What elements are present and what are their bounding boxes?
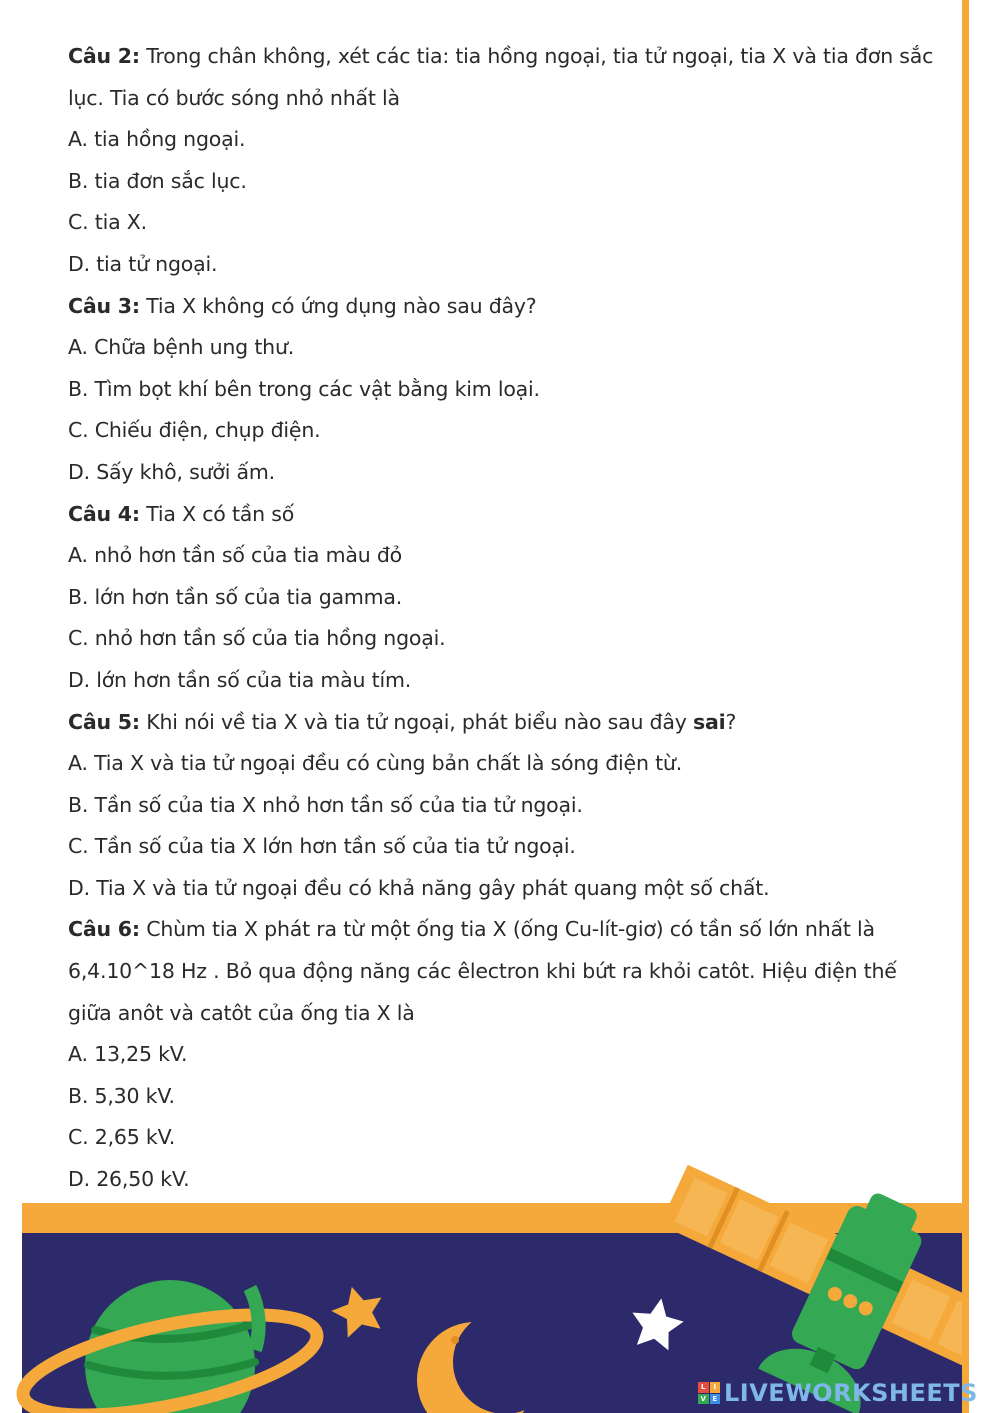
question-5-stem-text: Khi nói về tia X và tia tử ngoại, phát biểu nào sau đây (146, 709, 693, 734)
question-4-option-c: C. nhỏ hơn tần số của tia hồng ngoại. (68, 626, 446, 651)
question-6-stem (68, 909, 948, 951)
question-2-label: Câu 2: (68, 44, 140, 68)
question-2-option-a: A. tia hồng ngoại. (68, 127, 246, 152)
question-5-stem (68, 702, 948, 744)
question-6-option-b: B. 5,30 kV. (68, 1083, 175, 1108)
question-2-option-d: D. tia tử ngoại. (68, 251, 218, 276)
question-6-label: Câu 6: (68, 917, 140, 942)
question-4-label: Câu 4: (68, 501, 140, 526)
space-illustration (0, 1150, 1000, 1413)
liveworksheets-logo-icon (698, 1382, 720, 1404)
logo-letter-l: L (698, 1382, 709, 1393)
question-6-option-a: A. 13,25 kV. (68, 1042, 188, 1067)
question-5-option-c: C. Tần số của tia X lớn hơn tần số của tia tử ngoại. (68, 834, 576, 859)
question-6-stem-line-1: Chùm tia X phát ra từ một ống tia X (ống Cu-lít-giơ) có tần số lớn nhất là (146, 917, 875, 942)
question-3-option-d: D. Sấy khô, sưởi ấm. (68, 459, 275, 484)
question-4-option-b: B. lớn hơn tần số của tia gamma. (68, 584, 403, 609)
logo-letter-v: V (698, 1394, 709, 1405)
question-6-stem-line-3: giữa anôt và catôt của ống tia X là (68, 1000, 415, 1025)
question-4-stem (68, 494, 948, 536)
question-5-label: Câu 5: (68, 709, 140, 734)
question-3-option-b: B. Tìm bọt khí bên trong các vật bằng kim loại. (68, 376, 540, 401)
liveworksheets-text: LIVEWORKSHEETS (724, 1379, 978, 1407)
worksheet-content (68, 36, 948, 1201)
question-5-option-d: D. Tia X và tia tử ngoại đều có khả năng gây phát quang một số chất. (68, 875, 770, 900)
question-6-option-c: C. 2,65 kV. (68, 1125, 176, 1150)
question-6-stem-line-2: 6,4.10^18 Hz . Bỏ qua động năng các êlectron khi bứt ra khỏi catôt. Hiệu điện thế (68, 959, 897, 984)
question-6-option-d: D. 26,50 kV. (68, 1167, 190, 1192)
question-2-stem-line-2: lục. Tia có bước sóng nhỏ nhất là (68, 85, 400, 110)
question-2-option-b: B. tia đơn sắc lục. (68, 168, 247, 193)
question-3-stem (68, 286, 948, 328)
question-4-option-d: D. lớn hơn tần số của tia màu tím. (68, 667, 412, 692)
question-5-option-a: A. Tia X và tia tử ngoại đều có cùng bản chất là sóng điện từ. (68, 751, 683, 776)
logo-letter-i: I (710, 1382, 721, 1393)
question-3-stem-text: Tia X không có ứng dụng nào sau đây? (146, 293, 537, 318)
question-3-label: Câu 3: (68, 293, 140, 318)
question-4-stem-text: Tia X có tần số (146, 501, 295, 526)
question-3-option-c: C. Chiếu điện, chụp điện. (68, 418, 321, 443)
liveworksheets-watermark (698, 1378, 978, 1408)
question-5-stem-end: ? (725, 709, 737, 734)
question-5-option-b: B. Tần số của tia X nhỏ hơn tần số của tia tử ngoại. (68, 792, 583, 817)
question-5-emphasis: sai (692, 709, 726, 734)
question-2-stem (68, 36, 948, 78)
question-4-option-a: A. nhỏ hơn tần số của tia màu đỏ (68, 543, 402, 568)
logo-letter-e: E (710, 1394, 721, 1405)
question-2-option-c: C. tia X. (68, 210, 147, 235)
question-2-stem-line-1: Trong chân không, xét các tia: tia hồng ngoại, tia tử ngoại, tia X và tia đơn sắc (146, 44, 934, 68)
question-3-option-a: A. Chữa bệnh ung thư. (68, 335, 295, 360)
